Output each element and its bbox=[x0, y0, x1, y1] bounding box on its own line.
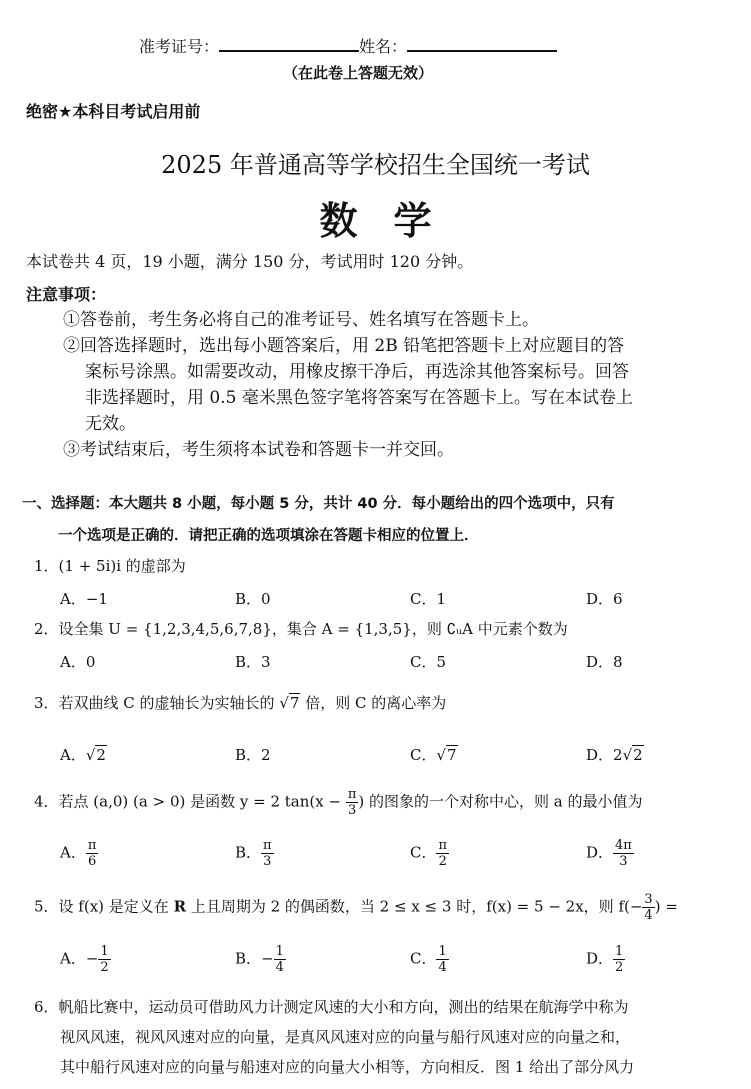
q5-stem-fraction bbox=[642, 892, 654, 923]
radicand: 2 bbox=[633, 746, 643, 764]
secret-label: 绝密★本科目考试启用前 bbox=[26, 102, 201, 121]
q1-option-a: A．−1 bbox=[60, 590, 108, 608]
fraction-numerator: π bbox=[87, 838, 97, 853]
sqrt-symbol: √7 bbox=[436, 746, 457, 764]
question-2-stem: 2．设全集 U = {1,2,3,4,5,6,7,8}，集合 A = {1,3,5}，则 ∁ᵤA 中元素个数为 bbox=[34, 620, 568, 638]
option-label: B． bbox=[235, 949, 262, 968]
option-label: A． bbox=[60, 949, 86, 968]
fraction-denominator: 2 bbox=[438, 854, 447, 869]
fraction-denominator: 4 bbox=[644, 908, 653, 923]
question-6-stem: 6．帆船比赛中，运动员可借助风力计测定风速的大小和方向，测出的结果在航海学中称为 bbox=[34, 998, 629, 1016]
notice-heading: 注意事项： bbox=[26, 285, 107, 304]
q1-option-d: D．6 bbox=[586, 590, 623, 608]
option-fraction bbox=[86, 838, 99, 869]
sqrt-symbol: √2 bbox=[85, 746, 106, 764]
q2-option-b: B．3 bbox=[235, 653, 271, 671]
option-fraction bbox=[261, 838, 274, 869]
option-fraction bbox=[613, 944, 625, 975]
exam-id-row bbox=[139, 34, 557, 57]
q4-option-d bbox=[586, 838, 634, 869]
fraction-numerator: 1 bbox=[100, 944, 109, 959]
name-label: 姓名： bbox=[359, 37, 408, 56]
q4-option-a bbox=[60, 838, 98, 869]
fraction-denominator: 3 bbox=[619, 854, 628, 869]
q5-option-c bbox=[410, 944, 449, 975]
q3-option-d bbox=[586, 744, 644, 765]
q5-option-b bbox=[235, 944, 286, 975]
option-fraction bbox=[98, 944, 110, 975]
option-label: B． bbox=[235, 746, 262, 764]
option-value: 2 bbox=[261, 746, 271, 764]
q1-option-c: C．1 bbox=[410, 590, 447, 608]
question-3-stem bbox=[34, 692, 446, 713]
notice-item-2: ②回答选择题时，选出每小题答案后，用 2B 铅笔把答题卡上对应题目的答 bbox=[63, 336, 625, 356]
fraction-numerator: 1 bbox=[438, 944, 447, 959]
option-label: C． bbox=[410, 949, 437, 968]
q4-option-c bbox=[410, 838, 449, 869]
fraction-numerator: π bbox=[438, 838, 448, 853]
q4-stem-fraction bbox=[346, 787, 359, 818]
q5-stem-real-set: R bbox=[173, 897, 187, 916]
exam-id-label: 准考证号： bbox=[139, 37, 220, 56]
q3-option-a bbox=[60, 744, 107, 765]
question-6-stem-cont: 其中船行风速对应的向量与船速对应的向量大小相等，方向相反．图 1 给出了部分风力 bbox=[60, 1058, 635, 1076]
q3-option-b bbox=[235, 744, 271, 765]
q3-stem-text: 倍，则 C 的离心率为 bbox=[300, 694, 447, 712]
option-sign: − bbox=[85, 949, 99, 968]
option-fraction bbox=[436, 944, 448, 975]
q3-stem-radicand: 7 bbox=[289, 694, 300, 712]
option-label: D． bbox=[586, 949, 614, 968]
option-label: A． bbox=[60, 843, 86, 862]
q5-stem-text: 5．设 f(x) 是定义在 bbox=[34, 897, 169, 916]
q4-option-b bbox=[235, 838, 274, 869]
fraction-numerator: 1 bbox=[615, 944, 624, 959]
fraction-denominator: 2 bbox=[615, 960, 624, 975]
name-blank bbox=[407, 34, 557, 52]
intro-text: 本试卷共 4 页，19 小题，满分 150 分，考试用时 120 分钟。 bbox=[26, 252, 474, 271]
section-heading: 一、选择题：本大题共 8 小题，每小题 5 分，共计 40 分．每小题给出的四个选项中，只有 bbox=[22, 496, 615, 512]
sqrt-symbol: √7 bbox=[279, 694, 300, 712]
q5-stem-text: 上且周期为 2 的偶函数，当 2 ≤ x ≤ 3 时，f(x) = 5 − 2x，则 f(− bbox=[190, 897, 643, 916]
q4-stem-text: ) 的图象的一个对称中心，则 a 的最小值为 bbox=[358, 792, 643, 811]
fraction-numerator: 4π bbox=[615, 838, 632, 853]
option-fraction bbox=[613, 838, 634, 869]
question-1-stem: 1．(1 + 5i)i 的虚部为 bbox=[34, 557, 186, 575]
fraction-numerator: 1 bbox=[275, 944, 284, 959]
option-label: B． bbox=[235, 843, 262, 862]
radicand: 2 bbox=[96, 746, 106, 764]
question-5-stem bbox=[34, 892, 678, 923]
q5-option-a bbox=[60, 944, 111, 975]
option-sign: − bbox=[261, 949, 274, 968]
q2-option-c: C．5 bbox=[410, 653, 447, 671]
radicand: 7 bbox=[447, 746, 457, 764]
option-label: C． bbox=[410, 843, 437, 862]
q3-stem-text: 3．若双曲线 C 的虚轴长为实轴长的 bbox=[34, 694, 280, 712]
question-4-stem bbox=[34, 787, 642, 818]
fraction-denominator: 4 bbox=[275, 960, 284, 975]
notice-item-3: ③考试结束后，考生须将本试卷和答题卡一并交回。 bbox=[63, 440, 454, 460]
option-label: C． bbox=[410, 746, 437, 764]
exam-title: 2025 年普通高等学校招生全国统一考试 bbox=[161, 151, 590, 179]
notice-item-2-cont: 案标号涂黑。如需要改动，用橡皮擦干净后，再选涂其他答案标号。回答 bbox=[85, 362, 629, 382]
sqrt-symbol: √2 bbox=[622, 746, 643, 764]
option-label: D． bbox=[586, 843, 614, 862]
option-label: D． bbox=[586, 746, 614, 764]
question-6-stem-cont: 视风风速，视风风速对应的向量，是真风风速对应的向量与船行风速对应的向量之和， bbox=[60, 1028, 631, 1046]
q1-option-b: B．0 bbox=[235, 590, 271, 608]
fraction-numerator: 3 bbox=[644, 892, 653, 907]
fraction-denominator: 2 bbox=[100, 960, 109, 975]
fraction-denominator: 6 bbox=[87, 854, 97, 869]
option-label: A． bbox=[60, 746, 86, 764]
q4-stem-text: 4．若点 (a,0) (a > 0) 是函数 y = 2 tan(x − bbox=[34, 792, 342, 811]
fraction-numerator: π bbox=[347, 787, 357, 802]
subject-title: 数学 bbox=[319, 199, 468, 243]
q3-option-c bbox=[410, 744, 458, 765]
fraction-denominator: 4 bbox=[438, 960, 447, 975]
notice-item-2-cont: 无效。 bbox=[85, 414, 136, 434]
invalid-note: （在此卷上答题无效） bbox=[283, 64, 434, 82]
option-coefficient: 2 bbox=[613, 746, 623, 764]
q2-option-a: A．0 bbox=[60, 653, 96, 671]
notice-item-1: ①答卷前，考生务必将自己的准考证号、姓名填写在答题卡上。 bbox=[63, 310, 539, 330]
fraction-numerator: π bbox=[263, 838, 272, 853]
q2-option-d: D．8 bbox=[586, 653, 623, 671]
q5-option-d bbox=[586, 944, 625, 975]
section-heading-cont: 一个选项是正确的．请把正确的选项填涂在答题卡相应的位置上． bbox=[58, 528, 479, 544]
q5-stem-text: ) = bbox=[654, 897, 678, 916]
exam-id-blank bbox=[219, 34, 359, 52]
fraction-denominator: 3 bbox=[347, 803, 357, 818]
option-fraction bbox=[274, 944, 286, 975]
notice-item-2-cont: 非选择题时，用 0.5 毫米黑色签字笔将答案写在答题卡上。写在本试卷上 bbox=[85, 388, 633, 408]
fraction-denominator: 3 bbox=[263, 854, 272, 869]
option-fraction bbox=[436, 838, 449, 869]
